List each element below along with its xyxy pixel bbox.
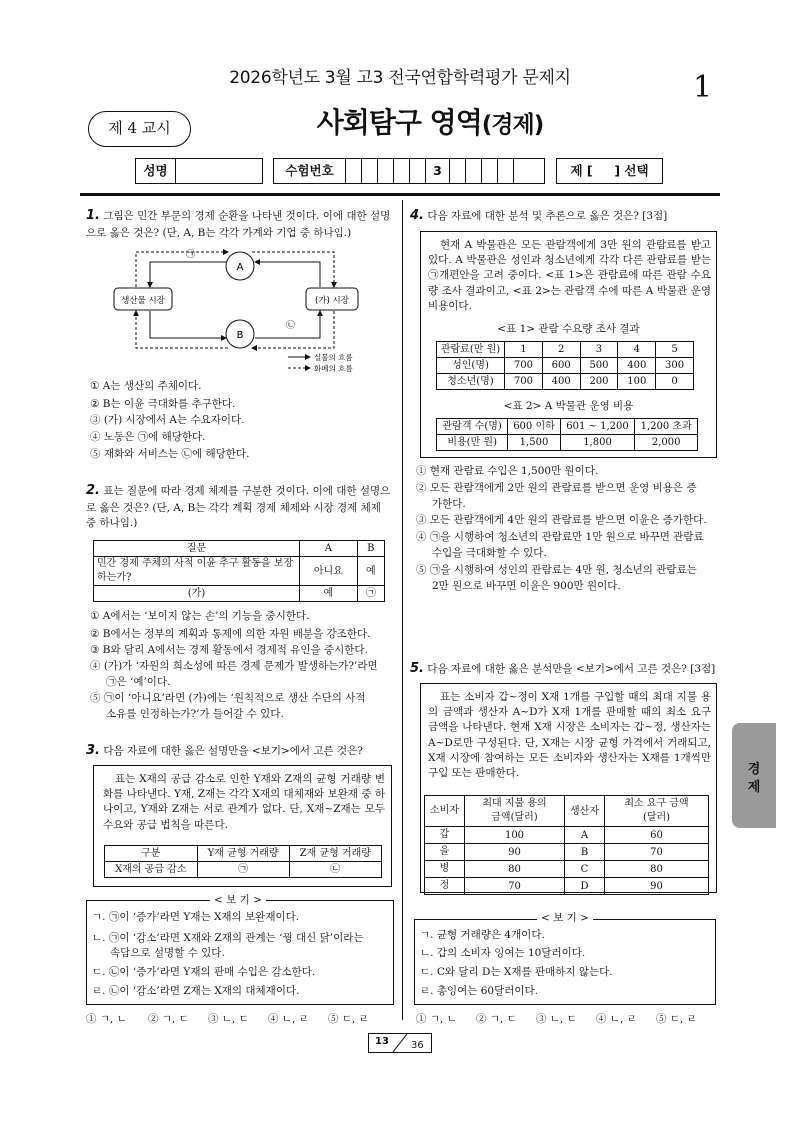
table-header: A — [300, 541, 358, 557]
table-header: 5 — [656, 342, 694, 358]
exam-number-digit[interactable] — [378, 159, 394, 183]
option-continued: 수입을 극대화할 수 있다. — [432, 547, 547, 559]
answer-option[interactable]: ③ ㄴ, ㄷ — [208, 1013, 249, 1025]
table-header: 1 — [505, 342, 543, 358]
question-1 — [86, 207, 394, 241]
table-cell: 700 — [505, 374, 543, 390]
question-2 — [86, 482, 394, 531]
table-header: 1,200 초과 — [635, 419, 698, 435]
answer-option[interactable]: ① ㄱ, ㄴ — [86, 1013, 127, 1025]
table-header: Y재 균형 거래량 — [197, 846, 289, 862]
table-cell: 1,500 — [508, 435, 560, 451]
table-header: Z재 균형 거래량 — [289, 846, 381, 862]
table-header: 최소 요구 금액(달러) — [605, 796, 709, 827]
answer-option[interactable]: ① ㄱ, ㄴ — [416, 1013, 457, 1025]
exam-number-box — [273, 158, 545, 184]
q3-table — [104, 845, 382, 878]
table-cell: 을 — [425, 844, 465, 861]
option[interactable]: ② B에서는 정부의 계획과 통제에 의한 자원 배분을 강조한다. — [90, 628, 371, 640]
exam-number-digit[interactable] — [466, 159, 482, 183]
subject-sub: (경제) — [481, 112, 544, 138]
option[interactable]: ② B는 이윤 극대화를 추구한다. — [90, 398, 236, 410]
answer-option[interactable]: ③ ㄴ, ㄷ — [536, 1013, 577, 1025]
exam-number-label: 수험번호 — [274, 159, 346, 183]
question-1-stem-wrap — [86, 207, 394, 241]
table-header: 600 이하 — [508, 419, 560, 435]
name-label: 성명 — [136, 159, 176, 183]
table-header: 질문 — [94, 541, 300, 557]
table-cell: 500 — [580, 358, 618, 374]
page-total: 36 — [411, 1040, 424, 1051]
exam-number-digit[interactable] — [346, 159, 362, 183]
q4-table-2 — [436, 418, 698, 451]
q5-table — [424, 795, 709, 895]
goods-market-label: 생산물 시장 — [121, 296, 165, 306]
table-cell: 청소년(명) — [437, 374, 505, 390]
legend-real: 실물의 흐름 — [314, 353, 353, 362]
table-cell: 정 — [425, 878, 465, 895]
period-badge: 제 4 교시 — [88, 111, 191, 147]
bogi-title: < 보 기 > — [210, 893, 266, 908]
table-cell: D — [565, 878, 605, 895]
table-cell: 60 — [605, 827, 709, 844]
table-cell: 90 — [465, 844, 565, 861]
option[interactable]: ⑤ 재화와 서비스는 ㉡에 해당한다. — [90, 448, 250, 460]
table-cell: C — [565, 861, 605, 878]
question-stem: 다음 자료에 대한 옳은 설명만을 <보기>에서 고른 것은? — [103, 745, 363, 757]
question-number: 5. — [410, 661, 424, 676]
question-stem: 다음 자료에 대한 옳은 분석만을 <보기>에서 고른 것은? [3점] — [427, 663, 716, 675]
option-continued: 2만 원으로 바꾸면 이윤은 900만 원이다. — [432, 580, 621, 592]
header-rule — [80, 193, 720, 196]
page-counter — [368, 1033, 432, 1053]
option[interactable]: ③ 모든 관람객에게 4만 원의 관람료를 받으면 이윤은 증가한다. — [416, 514, 707, 526]
table-header: 4 — [618, 342, 656, 358]
option-continued: ㉠은 ‘예’이다. — [106, 676, 171, 688]
column-divider — [402, 200, 403, 1020]
answer-option[interactable]: ④ ㄴ, ㄹ — [596, 1013, 637, 1025]
table-cell: 70 — [605, 844, 709, 861]
bogi-item: ㄴ. ㉠이 ‘감소’라면 X재와 Z재의 관계는 ‘꿩 대신 닭’이라는 — [92, 932, 364, 944]
table-cell: 300 — [656, 358, 694, 374]
name-field[interactable] — [176, 159, 262, 183]
bogi-item: ㄷ. C와 달리 D는 X재를 판매하지 않는다. — [420, 966, 613, 978]
question-number: 1. — [86, 208, 100, 223]
table-cell: 성인(명) — [437, 358, 505, 374]
table-cell: A — [565, 827, 605, 844]
table-header: 2 — [542, 342, 580, 358]
table-cell: 100 — [465, 827, 565, 844]
table-header: B — [357, 541, 384, 557]
table-cell: 90 — [605, 878, 709, 895]
table-cell: ㉡ — [289, 862, 381, 878]
table-cell: 예 — [300, 586, 358, 602]
option[interactable]: ④ (가)가 ‘자원의 희소성에 따른 경제 문제가 발생하는가?’라면 — [90, 660, 378, 672]
bogi-item: ㄷ. ㉡이 ‘증가’라면 Y재의 판매 수입은 감소한다. — [92, 966, 316, 978]
option[interactable]: ③ B와 달리 A에서는 경제 활동에서 경제적 유인을 중시한다. — [90, 644, 368, 656]
table-cell: 100 — [618, 374, 656, 390]
option[interactable]: ① 현재 관람료 수입은 1,500만 원이다. — [416, 465, 599, 477]
answer-option[interactable]: ⑤ ㄷ, ㄹ — [328, 1013, 369, 1025]
exam-number-digit[interactable] — [514, 159, 544, 183]
subject-side-tab — [732, 723, 776, 828]
table-header: 601 ~ 1,200 — [560, 419, 635, 435]
table-header: 최대 지불 용의 금액(달러) — [465, 796, 565, 827]
table-cell: 400 — [618, 358, 656, 374]
table-cell: 700 — [505, 358, 543, 374]
exam-number-digit[interactable] — [362, 159, 378, 183]
table-cell: X재의 공급 감소 — [105, 862, 198, 878]
subject-side-tab-label: 경제 — [747, 762, 761, 795]
table-cell: 2,000 — [635, 435, 698, 451]
table-cell: B — [565, 844, 605, 861]
table-cell: 1,800 — [560, 435, 635, 451]
bogi-item: ㄱ. 균형 거래량은 4개이다. — [420, 929, 545, 941]
option-continued: 가한다. — [432, 498, 466, 510]
table-cell: 민간 경제 주체의 사적 이윤 추구 활동을 보장하는가? — [94, 557, 300, 586]
economic-circulation-diagram — [110, 248, 368, 374]
answer-option[interactable]: ⑤ ㄷ, ㄹ — [656, 1013, 697, 1025]
table-cell: (가) — [94, 586, 300, 602]
subject-main: 사회탐구 영역 — [316, 106, 482, 139]
q3-box-text: 표는 X재의 공급 감소로 인한 Y재와 Z재의 균형 거래량 변화를 나타낸다. Y재, Z재는 각각 X재의 대체재와 보완재 중 하나이고, Y재와 Z재는 서로 관계가 없다. 단, X재~Z재는 모두 수요와 공급 법칙을 따른다. — [103, 773, 385, 831]
question-stem: 표는 질문에 따라 경제 체제를 구분한 것이다. 이에 대한 설명으로 옳은 것은? (단, A, B는 각각 계획 경제 체제와 시장 경제 체제 중 하나임.) — [86, 485, 391, 530]
option[interactable]: ③ (가) 시장에서 A는 수요자이다. — [90, 414, 245, 426]
q4-box-text: 현재 A 박물관은 모든 관람객에게 3만 원의 관람료를 받고 있다. A 박물관은 성인과 청소년에게 각각 다른 관람료를 받는 ㉠개편안을 고려 중이다. <표 1>은 관람료에 따른 관람 수요량 조사 결과이고, <표 2>는 관람객 수에 따른 A 박물관 운영 비용이다. — [428, 239, 711, 312]
page-current: 13 — [375, 1036, 389, 1047]
answer-option[interactable]: ② ㄱ, ㄷ — [476, 1013, 517, 1025]
exam-number-digit[interactable] — [482, 159, 498, 183]
option-continued: 소유를 인정하는가?’가 들어갈 수 있다. — [106, 708, 284, 720]
table-cell: 80 — [605, 861, 709, 878]
exam-title: 2026학년도 3월 고3 전국연합학력평가 문제지 — [229, 68, 571, 88]
table-cell: 갑 — [425, 827, 465, 844]
name-box — [135, 158, 263, 184]
table-cell: 아니요 — [300, 557, 358, 586]
option[interactable]: ② 모든 관람객에게 2만 원의 관람료를 받으면 운영 비용은 증 — [416, 482, 697, 494]
option[interactable]: ① A는 생산의 주체이다. — [90, 380, 202, 392]
q2-table — [93, 540, 385, 602]
bogi-item: ㄱ. ㉠이 ‘증가’라면 Y재는 X재의 보완재이다. — [92, 911, 300, 923]
table-header: 관람객 수(명) — [437, 419, 508, 435]
exam-number-digit[interactable] — [394, 159, 410, 183]
table-cell: ㉠ — [357, 586, 384, 602]
exam-number-digit[interactable] — [498, 159, 514, 183]
bogi-item: ㄴ. 갑의 소비자 잉여는 10달러이다. — [420, 947, 586, 959]
table-header: 구분 — [105, 846, 198, 862]
table-cell: 70 — [465, 878, 565, 895]
table-header: 생산자 — [565, 796, 605, 827]
mark-1: ㉠ — [186, 250, 196, 260]
table-cell: 병 — [425, 861, 465, 878]
node-b-label: B — [236, 330, 244, 341]
table-header: 관람료(만 원) — [437, 342, 505, 358]
answer-option[interactable]: ② ㄱ, ㄷ — [148, 1013, 189, 1025]
table-cell: 비용(만 원) — [437, 435, 508, 451]
table-cell: 400 — [542, 374, 580, 390]
mark-2: ㉡ — [286, 321, 296, 331]
table-cell: 600 — [542, 358, 580, 374]
table-cell: 0 — [656, 374, 694, 390]
question-5 — [410, 660, 720, 679]
exam-number-digit[interactable] — [450, 159, 466, 183]
table-cell: ㉠ — [197, 862, 289, 878]
question-3 — [86, 742, 394, 761]
option[interactable]: ⑤ ㉠이 ‘아니요’라면 (가)에는 ‘원칙적으로 생산 수단의 사적 — [90, 692, 366, 704]
option[interactable]: ④ ㉠을 시행하여 청소년의 관람료만 1만 원으로 바꾸면 관람료 — [416, 531, 704, 543]
question-number: 2. — [86, 483, 100, 498]
answer-option[interactable]: ④ ㄴ, ㄹ — [268, 1013, 309, 1025]
option[interactable]: ① A에서는 ‘보이지 않는 손’의 기능을 중시한다. — [90, 610, 310, 622]
table1-title: <표 1> 관람 수요량 조사 결과 — [497, 323, 640, 335]
question-stem: 그림은 민간 부문의 경제 순환을 나타낸 것이다. 이에 대한 설명으로 옳은 것은? (단, A, B는 각각 가계와 기업 중 하나임.) — [86, 210, 391, 239]
option[interactable]: ⑤ ㉠을 시행하여 성인의 관람료는 4만 원, 청소년의 관람료는 — [416, 564, 697, 576]
table-cell: 200 — [580, 374, 618, 390]
node-a-label: A — [236, 262, 244, 273]
bogi-item: ㄹ. ㉡이 ‘감소’라면 Z재는 X재의 대체재이다. — [92, 985, 300, 997]
question-stem: 다음 자료에 대한 분석 및 추론으로 옳은 것은? [3점] — [427, 210, 668, 222]
table2-title: <표 2> A 박물관 운영 비용 — [503, 400, 634, 412]
table-cell: 80 — [465, 861, 565, 878]
q5-box-text: 표는 소비자 갑~정이 X재 1개를 구입할 때의 최대 지불 용의 금액과 생산자 A~D가 X재 1개를 판매할 때의 최소 요구 금액을 나타낸다. 현재 X재 시장은 소비자는 갑~정, 생산자는 A~D로만 구성된다. 단, X재는 시장 균형 가격에서 거래되고, X재 시장에 참여하는 모든 소비자와 생산자는 X재를 1개씩만 구입 또는 판매한다. — [428, 691, 711, 780]
question-number: 4. — [410, 208, 424, 223]
selection-box — [556, 158, 663, 184]
q4-table-1 — [436, 341, 694, 390]
table-cell: 예 — [357, 557, 384, 586]
bogi-title: < 보 기 > — [537, 911, 593, 926]
selection-label: 제 [ ] 선택 — [570, 163, 649, 178]
table-header: 3 — [580, 342, 618, 358]
legend-money: 화폐의 흐름 — [314, 364, 353, 373]
bogi-item: ㄹ. 총잉여는 60달러이다. — [420, 985, 538, 997]
subject-title — [230, 103, 630, 144]
table-header: 소비자 — [425, 796, 465, 827]
question-4 — [410, 207, 720, 226]
page-number: 1 — [693, 70, 713, 105]
bogi-item-continued: 속담으로 설명할 수 있다. — [110, 947, 225, 959]
exam-number-fixed-digit: 3 — [426, 159, 450, 183]
exam-number-digit[interactable] — [410, 159, 426, 183]
option[interactable]: ④ 노동은 ㉠에 해당한다. — [90, 431, 206, 443]
question-number: 3. — [86, 743, 100, 758]
factor-market-label: (가) 시장 — [315, 296, 349, 306]
